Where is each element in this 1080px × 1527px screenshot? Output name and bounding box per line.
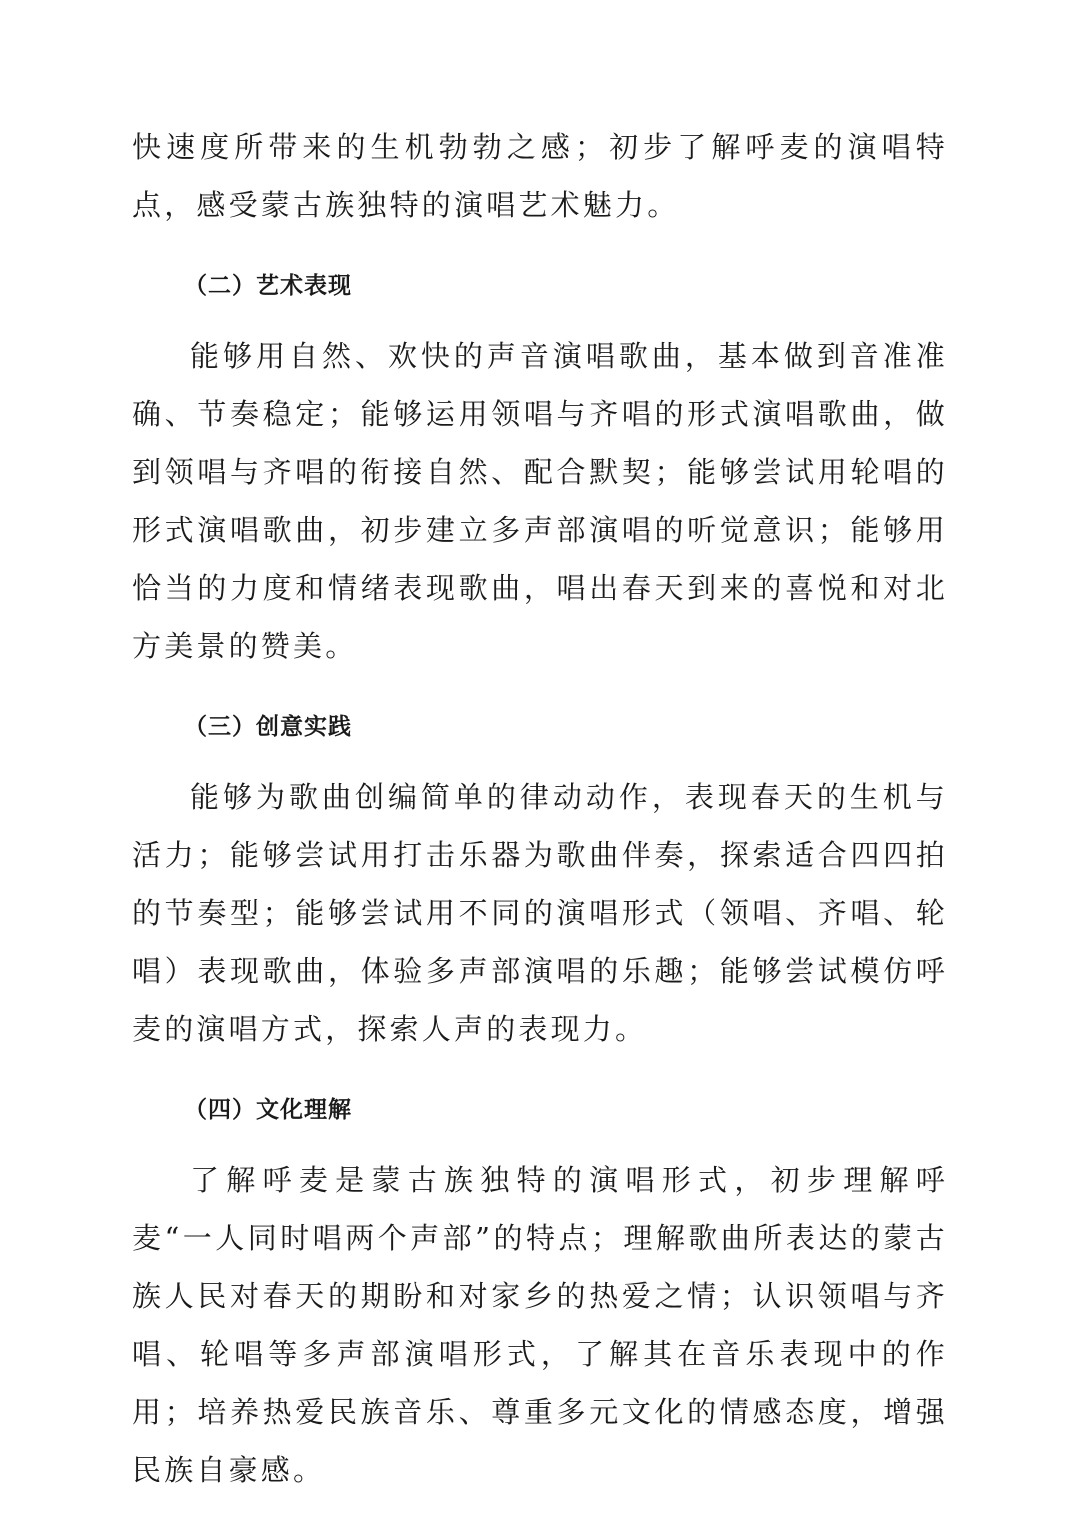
document-page [132,118,948,1499]
paragraph-cultural-understanding: 了解呼麦是蒙古族独特的演唱形式，初步理解呼麦“一人同时唱两个声部”的特点；理解歌曲所表达的蒙古族人民对春天的期盼和对家乡的热爱之情；认识领唱与齐唱、轮唱等多声部演唱形式，了解其在音乐表现中的作用；培养热爱民族音乐、尊重多元文化的情感态度，增强民族自豪感。 [132,1163,948,1487]
heading-art-expression: （二）艺术表现 [184,273,352,299]
heading-cultural-understanding: （四）文化理解 [184,1097,352,1123]
intro-paragraph: 快速度所带来的生机勃勃之感；初步了解呼麦的演唱特点，感受蒙古族独特的演唱艺术魅力。 [132,130,948,222]
paragraph-creative-practice: 能够为歌曲创编简单的律动动作，表现春天的生机与活力；能够尝试用打击乐器为歌曲伴奏，探索适合四四拍的节奏型；能够尝试用不同的演唱形式（领唱、齐唱、轮唱）表现歌曲，体验多声部演唱的乐趣；能够尝试模仿呼麦的演唱方式，探索人声的表现力。 [132,780,948,1046]
paragraph-art-expression: 能够用自然、欢快的声音演唱歌曲，基本做到音准准确、节奏稳定；能够运用领唱与齐唱的形式演唱歌曲，做到领唱与齐唱的衔接自然、配合默契；能够尝试用轮唱的形式演唱歌曲，初步建立多声部演唱的听觉意识；能够用恰当的力度和情绪表现歌曲，唱出春天到来的喜悦和对北方美景的赞美。 [132,339,948,663]
heading-creative-practice: （三）创意实践 [184,714,352,740]
